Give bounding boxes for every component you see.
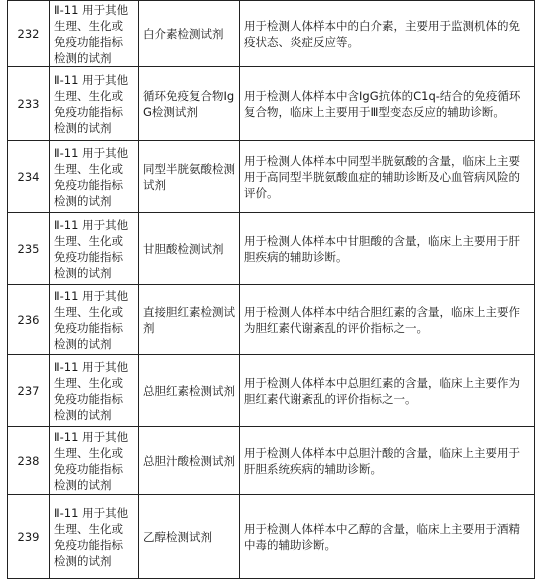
reagent-table xyxy=(7,0,535,579)
reagent-name-cell: 甘胆酸检测试剂 xyxy=(139,213,240,285)
row-number: 232 xyxy=(8,1,50,67)
table-row xyxy=(8,213,535,285)
category-cell: Ⅱ-11 用于其他生理、生化或免疫功能指标检测的试剂 xyxy=(50,355,139,427)
row-number: 237 xyxy=(8,355,50,427)
row-number: 234 xyxy=(8,141,50,213)
description-cell: 用于检测人体样本中乙醇的含量，临床上主要用于酒精中毒的辅助诊断。 xyxy=(240,495,535,579)
description-cell: 用于检测人体样本中结合胆红素的含量，临床上主要作为胆红素代谢紊乱的评价指标之一。 xyxy=(240,285,535,355)
description-cell: 用于检测人体样本中总胆汁酸的含量，临床上主要用于肝胆系统疾病的辅助诊断。 xyxy=(240,427,535,495)
table-row xyxy=(8,285,535,355)
category-cell: Ⅱ-11 用于其他生理、生化或免疫功能指标检测的试剂 xyxy=(50,285,139,355)
row-number: 238 xyxy=(8,427,50,495)
table-row xyxy=(8,1,535,67)
row-number: 235 xyxy=(8,213,50,285)
category-cell: Ⅱ-11 用于其他生理、生化或免疫功能指标检测的试剂 xyxy=(50,67,139,141)
reagent-name-cell: 直接胆红素检测试剂 xyxy=(139,285,240,355)
category-cell: Ⅱ-11 用于其他生理、生化或免疫功能指标检测的试剂 xyxy=(50,495,139,579)
table-row xyxy=(8,427,535,495)
reagent-name-cell: 同型半胱氨酸检测试剂 xyxy=(139,141,240,213)
category-cell: Ⅱ-11 用于其他生理、生化或免疫功能指标检测的试剂 xyxy=(50,141,139,213)
reagent-name-cell: 总胆汁酸检测试剂 xyxy=(139,427,240,495)
category-cell: Ⅱ-11 用于其他生理、生化或免疫功能指标检测的试剂 xyxy=(50,427,139,495)
category-cell: Ⅱ-11 用于其他生理、生化或免疫功能指标检测的试剂 xyxy=(50,213,139,285)
table-row xyxy=(8,67,535,141)
category-cell: Ⅱ-11 用于其他生理、生化或免疫功能指标检测的试剂 xyxy=(50,1,139,67)
row-number: 233 xyxy=(8,67,50,141)
description-cell: 用于检测人体样本中总胆红素的含量，临床上主要作为胆红素代谢紊乱的评价指标之一。 xyxy=(240,355,535,427)
table-row xyxy=(8,495,535,579)
table-row xyxy=(8,141,535,213)
reagent-name-cell: 循环免疫复合物IgG检测试剂 xyxy=(139,67,240,141)
row-number: 239 xyxy=(8,495,50,579)
table-row xyxy=(8,355,535,427)
reagent-name-cell: 总胆红素检测试剂 xyxy=(139,355,240,427)
description-cell: 用于检测人体样本中含IgG抗体的C1q-结合的免疫循环复合物，临床上主要用于Ⅲ型变态反应的辅助诊断。 xyxy=(240,67,535,141)
reagent-name-cell: 乙醇检测试剂 xyxy=(139,495,240,579)
description-cell: 用于检测人体样本中同型半胱氨酸的含量，临床上主要用于高同型半胱氨酸血症的辅助诊断及心血管病风险的评价。 xyxy=(240,141,535,213)
description-cell: 用于检测人体样本中甘胆酸的含量，临床上主要用于肝胆疾病的辅助诊断。 xyxy=(240,213,535,285)
reagent-name-cell: 白介素检测试剂 xyxy=(139,1,240,67)
description-cell: 用于检测人体样本中的白介素，主要用于监测机体的免疫状态、炎症反应等。 xyxy=(240,1,535,67)
row-number: 236 xyxy=(8,285,50,355)
